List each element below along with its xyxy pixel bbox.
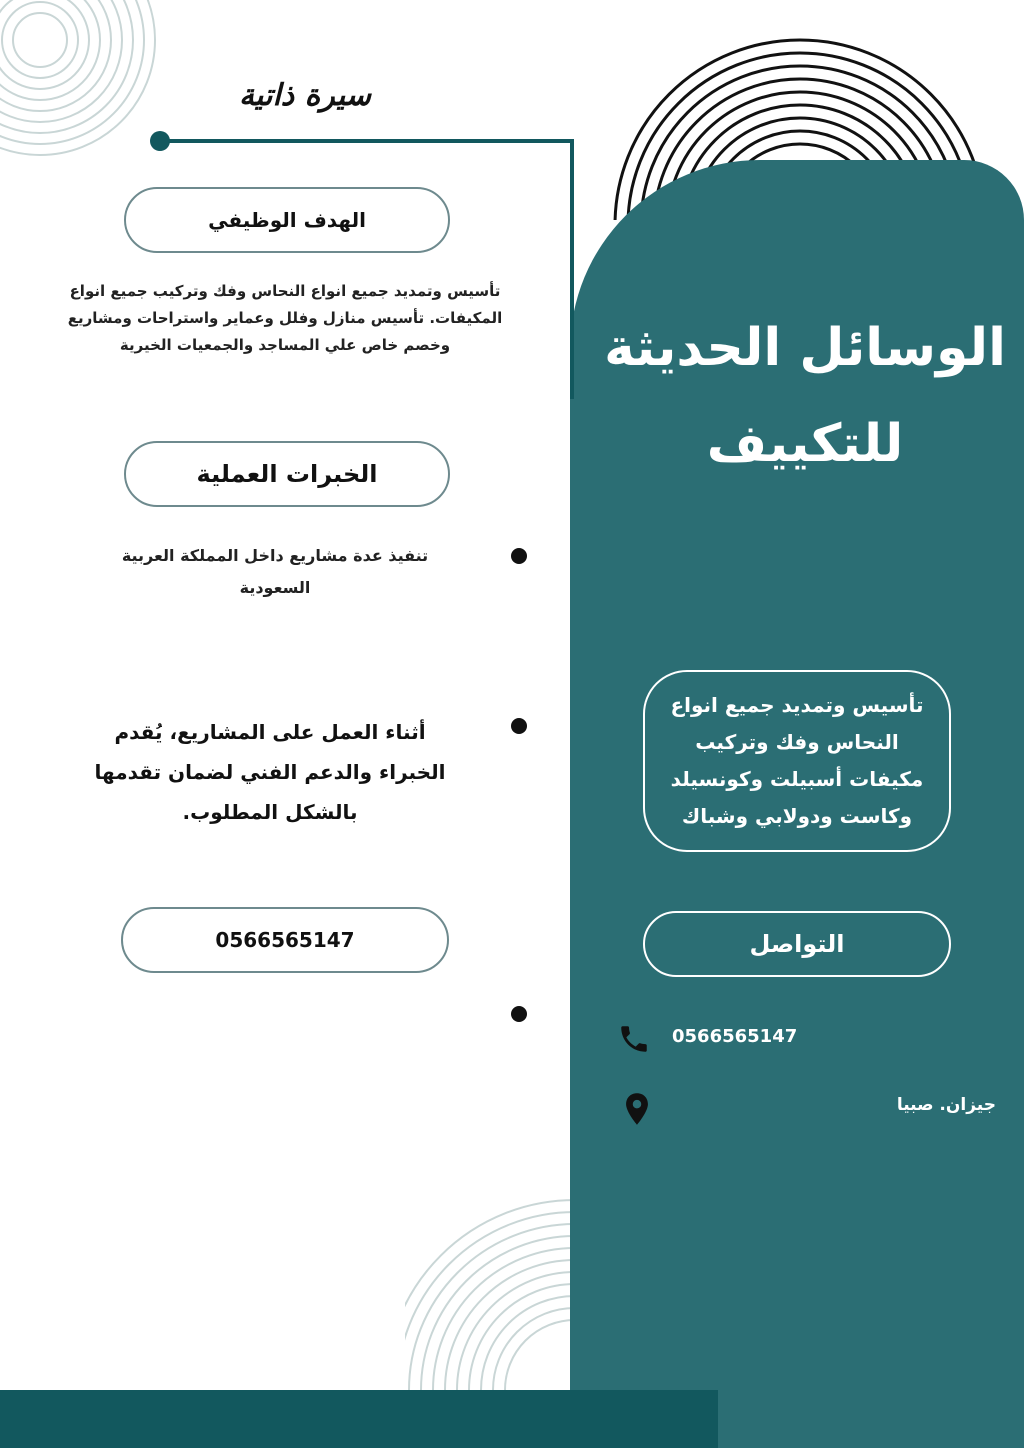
company-name: الوسائل الحديثة للتكييف (604, 318, 1006, 474)
connector-dot (150, 131, 170, 151)
bullet-dot (511, 718, 527, 734)
contact-heading-label: التواصل (749, 930, 845, 958)
decorative-arcs-bottom (405, 1190, 575, 1390)
location-pin-icon (622, 1092, 652, 1126)
bottom-band (0, 1390, 718, 1448)
objective-text: تأسيس وتمديد جميع انواع النحاس وفك وتركيب جميع انواع المكيفات. تأسيس منازل وفلل وعماير واستراحات ومشاريع وخصم خاص علي المساجد والجمعيات الخيرية (67, 282, 503, 354)
contact-heading (643, 911, 951, 977)
experience-item-1: تنفيذ عدة مشاريع داخل المملكة العربية السعودية (121, 546, 429, 597)
experience-heading (124, 441, 450, 507)
phone-pill (121, 907, 449, 973)
page-title: سيرة ذاتية (238, 78, 372, 113)
experience-item-2: أثناء العمل على المشاريع، يُقدم الخبراء والدعم الفني لضمان تقدمها بالشكل المطلوب. (94, 720, 446, 824)
experience-heading-label: الخبرات العملية (196, 460, 378, 488)
phone-icon (617, 1022, 651, 1056)
connector-line-vertical (570, 139, 574, 399)
objective-heading (124, 187, 450, 253)
bullet-dot (511, 548, 527, 564)
contact-phone: 0566565147 (672, 1026, 798, 1047)
services-box (643, 670, 951, 852)
objective-heading-label: الهدف الوظيفي (208, 208, 366, 232)
phone-number: 0566565147 (215, 928, 355, 952)
contact-location: جيزان. صبيا (896, 1095, 996, 1115)
connector-line (160, 139, 574, 143)
bullet-dot (511, 1006, 527, 1022)
decorative-arcs-top-left (0, 0, 170, 175)
services-text: تأسيس وتمديد جميع انواع النحاس وفك وتركيب مكيفات أسبيلت وكونسيلد وكاست ودولابي وشباك (670, 693, 924, 828)
